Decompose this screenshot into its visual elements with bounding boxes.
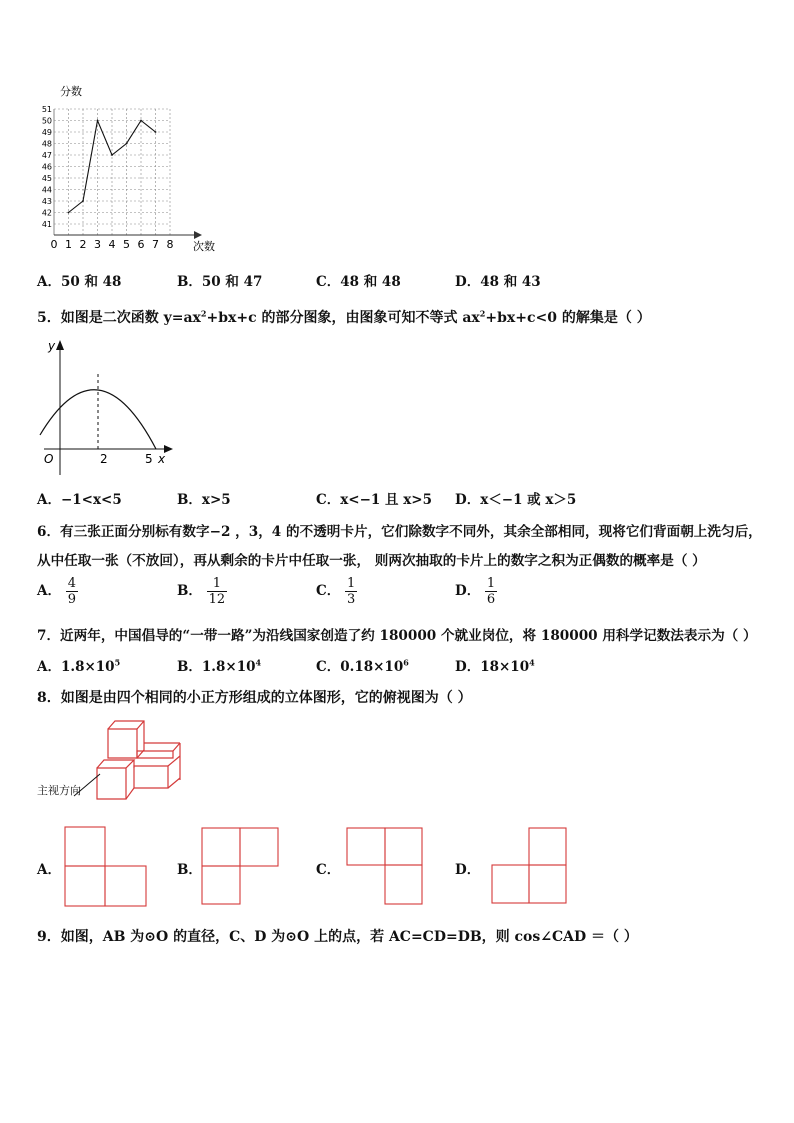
y-axis-arrow — [56, 340, 64, 350]
parabola-graph — [36, 338, 176, 476]
question-9: 9．如图，AB 为⊙O 的直径，C、D 为⊙O 上的点，若 AC=CD=DB，则 cos∠CAD ＝（ ） — [37, 929, 638, 945]
q8-option-b-figure[interactable] — [201, 827, 281, 907]
data-point — [111, 154, 113, 156]
x-tick-label: 0 — [50, 238, 58, 251]
y-tick-label: 51 — [41, 105, 52, 114]
data-point — [97, 120, 99, 122]
q6-option-c[interactable] — [316, 576, 357, 607]
graph-origin-label: O — [44, 452, 54, 466]
front-view-label: 主视方向 — [37, 784, 81, 797]
numerator: 1 — [346, 576, 356, 591]
numerator: 1 — [486, 576, 496, 591]
q8-option-c-label[interactable]: C． — [316, 862, 341, 878]
q7-b-exp: 4 — [255, 657, 262, 668]
question-6-line-2: 从中任取一张（不放回），再从剩余的卡片中任取一张， 则两次抽取的卡片上的数字之积为正偶数的概率是（ ） — [37, 553, 706, 569]
numerator: 1 — [212, 576, 222, 591]
denominator: 6 — [486, 592, 496, 607]
chart-ylabel: 分数 — [60, 85, 82, 98]
question-6-line-1: 6．有三张正面分别标有数字−2 ，3，4 的不透明卡片，它们除数字不同外，其余全部相同，现将它们背面朝上洗匀后， — [37, 524, 762, 540]
x-tick-label: 3 — [94, 238, 101, 251]
q6-c-label: C． — [316, 583, 341, 599]
q8-option-b-label[interactable]: B． — [177, 862, 202, 878]
q7-c-base: C．0.18×10 — [316, 659, 404, 675]
denominator: 12 — [208, 592, 226, 607]
q4-option-c[interactable]: C．48 和 48 — [316, 274, 401, 290]
q5-sup-1: 2 — [200, 308, 207, 319]
q5-option-b[interactable]: B．x>5 — [177, 492, 231, 508]
denominator: 3 — [346, 592, 356, 607]
q5-option-a[interactable]: A．−1<x<5 — [37, 492, 122, 508]
q6-b-fraction — [207, 576, 228, 607]
q8-option-d-figure[interactable] — [491, 827, 571, 907]
chart-xlabel: 次数 — [193, 240, 215, 253]
score-line-chart — [36, 82, 226, 257]
graph-tick-2: 2 — [100, 452, 108, 466]
q6-a-label: A． — [37, 583, 61, 599]
question-8: 8．如图是由四个相同的小正方形组成的立体图形，它的俯视图为（ ） — [37, 690, 472, 706]
chart-grid — [54, 109, 170, 235]
cube-bottom-left-top — [97, 760, 134, 768]
q8-option-c-figure[interactable] — [346, 827, 426, 907]
q5-option-c[interactable]: C．x<−1 且 x>5 — [316, 492, 432, 508]
x-tick-label: 7 — [152, 238, 159, 251]
q5-sup-2: 2 — [479, 308, 486, 319]
data-point — [126, 143, 128, 145]
q5-text-post: +bx+c<0 的解集是（ ） — [485, 310, 651, 326]
q5-option-d[interactable]: D．x＜−1 或 x＞5 — [455, 492, 577, 508]
data-point — [82, 200, 84, 202]
data-point — [140, 120, 142, 122]
y-tick-label: 45 — [41, 174, 52, 183]
q6-option-a[interactable] — [37, 576, 78, 607]
q5-text-mid: +bx+c 的部分图象，由图象可知不等式 ax — [206, 310, 480, 326]
y-tick-label: 50 — [41, 116, 52, 126]
q8-option-d-label[interactable]: D． — [455, 862, 481, 878]
y-tick-label: 47 — [41, 151, 52, 160]
graph-y-label: y — [48, 339, 56, 353]
x-axis-arrow — [194, 231, 202, 239]
q4-option-d[interactable]: D．48 和 43 — [455, 274, 541, 290]
y-tick-label: 46 — [41, 162, 52, 172]
x-tick-label: 4 — [108, 238, 116, 251]
q7-option-d[interactable] — [455, 655, 535, 675]
graph-tick-5: 5 — [145, 452, 153, 466]
y-tick-label: 48 — [41, 139, 52, 149]
q5-text-pre: 5．如图是二次函数 y=ax — [37, 310, 201, 326]
q7-option-a[interactable] — [37, 655, 120, 675]
q8-option-a-label[interactable]: A． — [37, 862, 61, 878]
graph-x-label: x — [158, 452, 166, 466]
q6-option-b[interactable] — [177, 576, 227, 607]
q7-option-c[interactable] — [316, 655, 409, 675]
q6-option-d[interactable] — [455, 576, 497, 607]
question-5 — [37, 307, 651, 327]
x-tick-label: 1 — [65, 238, 72, 251]
denominator: 9 — [67, 592, 76, 607]
data-point — [155, 131, 157, 133]
x-tick-label: 6 — [137, 238, 145, 251]
q7-a-exp: 5 — [114, 657, 121, 668]
q6-d-label: D． — [455, 583, 481, 599]
q6-a-fraction — [66, 576, 78, 607]
x-axis-arrow — [164, 445, 173, 453]
q6-b-label: B． — [177, 583, 202, 599]
q7-d-exp: 4 — [529, 657, 535, 668]
q7-c-exp: 6 — [403, 657, 409, 668]
cube-bottom-left-front — [97, 768, 126, 799]
x-tick-label: 5 — [123, 238, 130, 251]
question-7: 7．近两年，中国倡导的“一带一路”为沿线国家创造了约 180000 个就业岗位，将 180000 用科学记数法表示为（ ） — [37, 628, 757, 644]
y-tick-label: 42 — [41, 208, 52, 218]
q8-option-a-figure[interactable] — [64, 826, 148, 908]
q6-d-fraction — [485, 576, 497, 607]
y-tick-label: 43 — [41, 197, 52, 206]
data-point — [68, 212, 70, 214]
q7-a-base: A．1.8×10 — [37, 659, 115, 675]
q7-option-b[interactable] — [177, 655, 261, 675]
y-tick-label: 44 — [41, 185, 52, 195]
q6-c-fraction — [345, 576, 357, 607]
q4-option-a[interactable]: A．50 和 48 — [37, 274, 122, 290]
chart-x-ticks — [51, 238, 174, 251]
x-tick-label: 8 — [166, 238, 174, 251]
q7-b-base: B．1.8×10 — [177, 659, 256, 675]
cube-bottom-right-front — [134, 766, 168, 788]
y-tick-label: 41 — [41, 220, 52, 229]
numerator: 4 — [67, 576, 76, 591]
cube-top-front — [108, 729, 137, 758]
q7-d-base: D．18×10 — [455, 659, 530, 675]
y-tick-label: 49 — [41, 128, 52, 137]
x-tick-label: 2 — [79, 238, 87, 251]
chart-y-ticks — [42, 105, 52, 229]
q4-option-b[interactable]: B．50 和 47 — [177, 274, 263, 290]
